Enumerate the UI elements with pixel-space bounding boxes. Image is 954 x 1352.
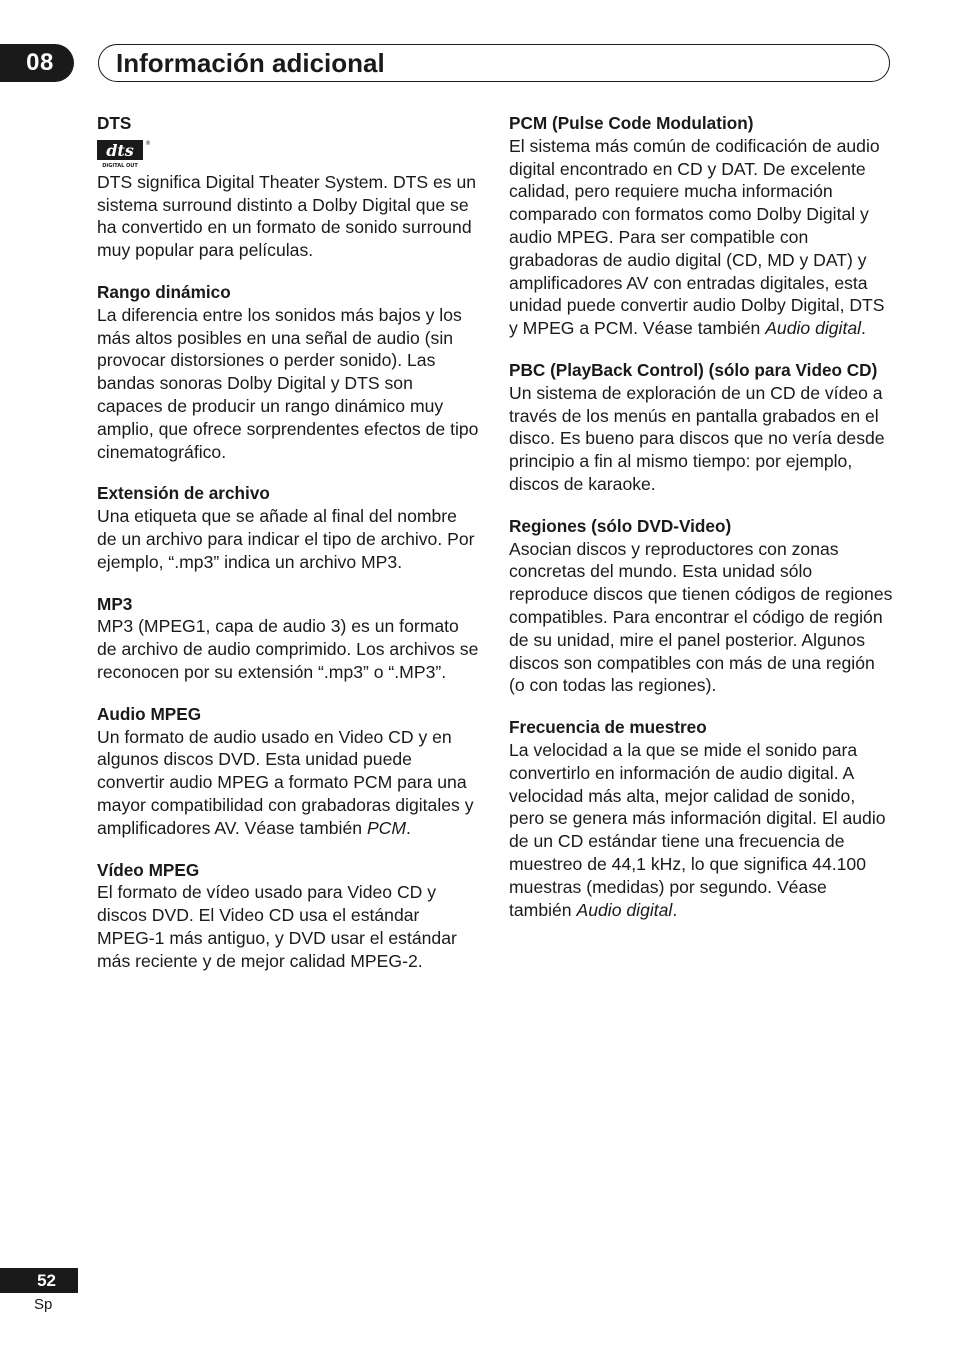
definition-rango-dinamico: La diferencia entre los sonidos más bajos y los más altos posibles en una señal de audio (sin provocar distorsiones o perder sonido). Las bandas sonoras Dolby Digital y DTS son capaces de producir un rango dinámico muy amplio, que ofrece sorprendentes efectos de tipo cinematográfico. (97, 304, 479, 462)
definition-video-mpeg: El formato de vídeo usado para Video CD y discos DVD. El Video CD usa el estándar MPEG-1 más antiguo, y DVD usar el estándar más reciente y de mejor calidad MPEG-2. (97, 882, 457, 971)
term-pcm: PCM (Pulse Code Modulation) (509, 113, 754, 133)
left-column (97, 112, 481, 992)
term-audio-mpeg: Audio MPEG (97, 703, 202, 724)
term-dts: DTS (97, 113, 132, 133)
definition-end: . (861, 318, 866, 339)
chapter-badge (0, 44, 74, 82)
definition-regiones: Asocian discos y reproductores con zonas concretas del mundo. Esta unidad sólo reproduce discos que tienen códigos de regiones compatibles. Para encontrar el código de región de su unidad, mire el panel posterior. Algunos discos son compatibles con más de una región (o con todas las regiones). (509, 538, 893, 696)
definition-mp3: MP3 (MPEG1, capa de audio 3) es un formato de archivo de audio comprimido. Los archivos se reconocen por su extensión “.mp3” o “.MP3”. (97, 616, 479, 682)
term-mp3: MP3 (97, 593, 133, 614)
definition-extension: Una etiqueta que se añade al final del nombre de un archivo para indicar el tipo de archivo. Por ejemplo, “.mp3” indica un archivo MP3. (97, 506, 475, 572)
definition-end: . (672, 899, 678, 920)
language-code: Sp (34, 1296, 53, 1313)
term-frecuencia: Frecuencia de muestreo (509, 717, 707, 738)
glossary-entry-dts (97, 112, 481, 262)
dts-logo-text: dts (106, 140, 134, 160)
see-also-link: PCM (366, 817, 407, 838)
term-pbc: PBC (PlayBack Control) (sólo para Video CD) (509, 359, 878, 380)
definition-pbc: Un sistema de exploración de un CD de vídeo a través de los menús en pantalla grabados en el disco. Es bueno para discos que no vería desde principio a fin al mismo tiempo: por ejemplo, discos de karaoke. (509, 382, 885, 494)
glossary-entry-video-mpeg (97, 859, 481, 973)
glossary-entry-pcm (509, 112, 893, 340)
term-rango-dinamico: Rango dinámico (97, 281, 231, 302)
glossary-entry-regiones (509, 515, 893, 697)
definition-text: La velocidad a la que se mide el sonido para convertirlo en información de audio digital. A velocidad más alta, mejor calidad de sonido, pero se genera más información digital. El audio de un CD estándar tiene una frecuencia de muestreo de 44,1 kHz, lo que significa 44.100 muestras (medidas) por segundo. Véase también (509, 739, 886, 920)
page-title: Información adicional (116, 48, 385, 78)
definition-frecuencia (509, 739, 893, 921)
chapter-number: 08 (26, 49, 54, 76)
glossary-entry-frecuencia (509, 716, 893, 921)
see-also-link: Audio digital (765, 318, 862, 339)
see-also-link: Audio digital (576, 899, 673, 920)
glossary-entry-extension (97, 482, 481, 573)
definition-text: El sistema más común de codificación de audio digital encontrado en CD y DAT. De excelente calidad, pero requiere mucha información comparado con formatos como Dolby Digital y audio MPEG. Para ser compatible con grabadoras de audio digital (CD, MD y DAT) y amplificadores AV con entradas digitales, esta unidad puede convertir audio Dolby Digital, DTS y MPEG a PCM. Véase también (509, 135, 885, 339)
glossary-entry-audio-mpeg (97, 703, 481, 840)
definition-end: . (406, 817, 411, 838)
page-number: 52 (0, 1268, 78, 1293)
glossary-entry-mp3 (97, 593, 481, 684)
glossary-entry-rango-dinamico (97, 281, 481, 463)
definition-text: Un formato de audio usado en Video CD y en algunos discos DVD. Esta unidad puede convertir audio MPEG a formato PCM para una mayor compatibilidad con grabadoras digitales y amplificadores AV. Véase también (97, 726, 474, 838)
dts-logo-icon (97, 139, 149, 169)
term-extension: Extensión de archivo (97, 483, 270, 504)
term-regiones: Regiones (sólo DVD-Video) (509, 515, 732, 536)
term-video-mpeg: Vídeo MPEG (97, 859, 200, 880)
definition-dts: DTS significa Digital Theater System. DTS es un sistema surround distinto a Dolby Digital que se ha convertido en un formato de sonido surround muy popular para películas. (97, 171, 477, 261)
dts-logo-subtext: DIGITAL OUT (102, 162, 138, 169)
definition-audio-mpeg (97, 726, 481, 840)
glossary-entry-pbc (509, 359, 893, 496)
definition-pcm (509, 135, 893, 340)
dts-logo-registered: ® (145, 139, 151, 147)
right-column (509, 112, 893, 940)
